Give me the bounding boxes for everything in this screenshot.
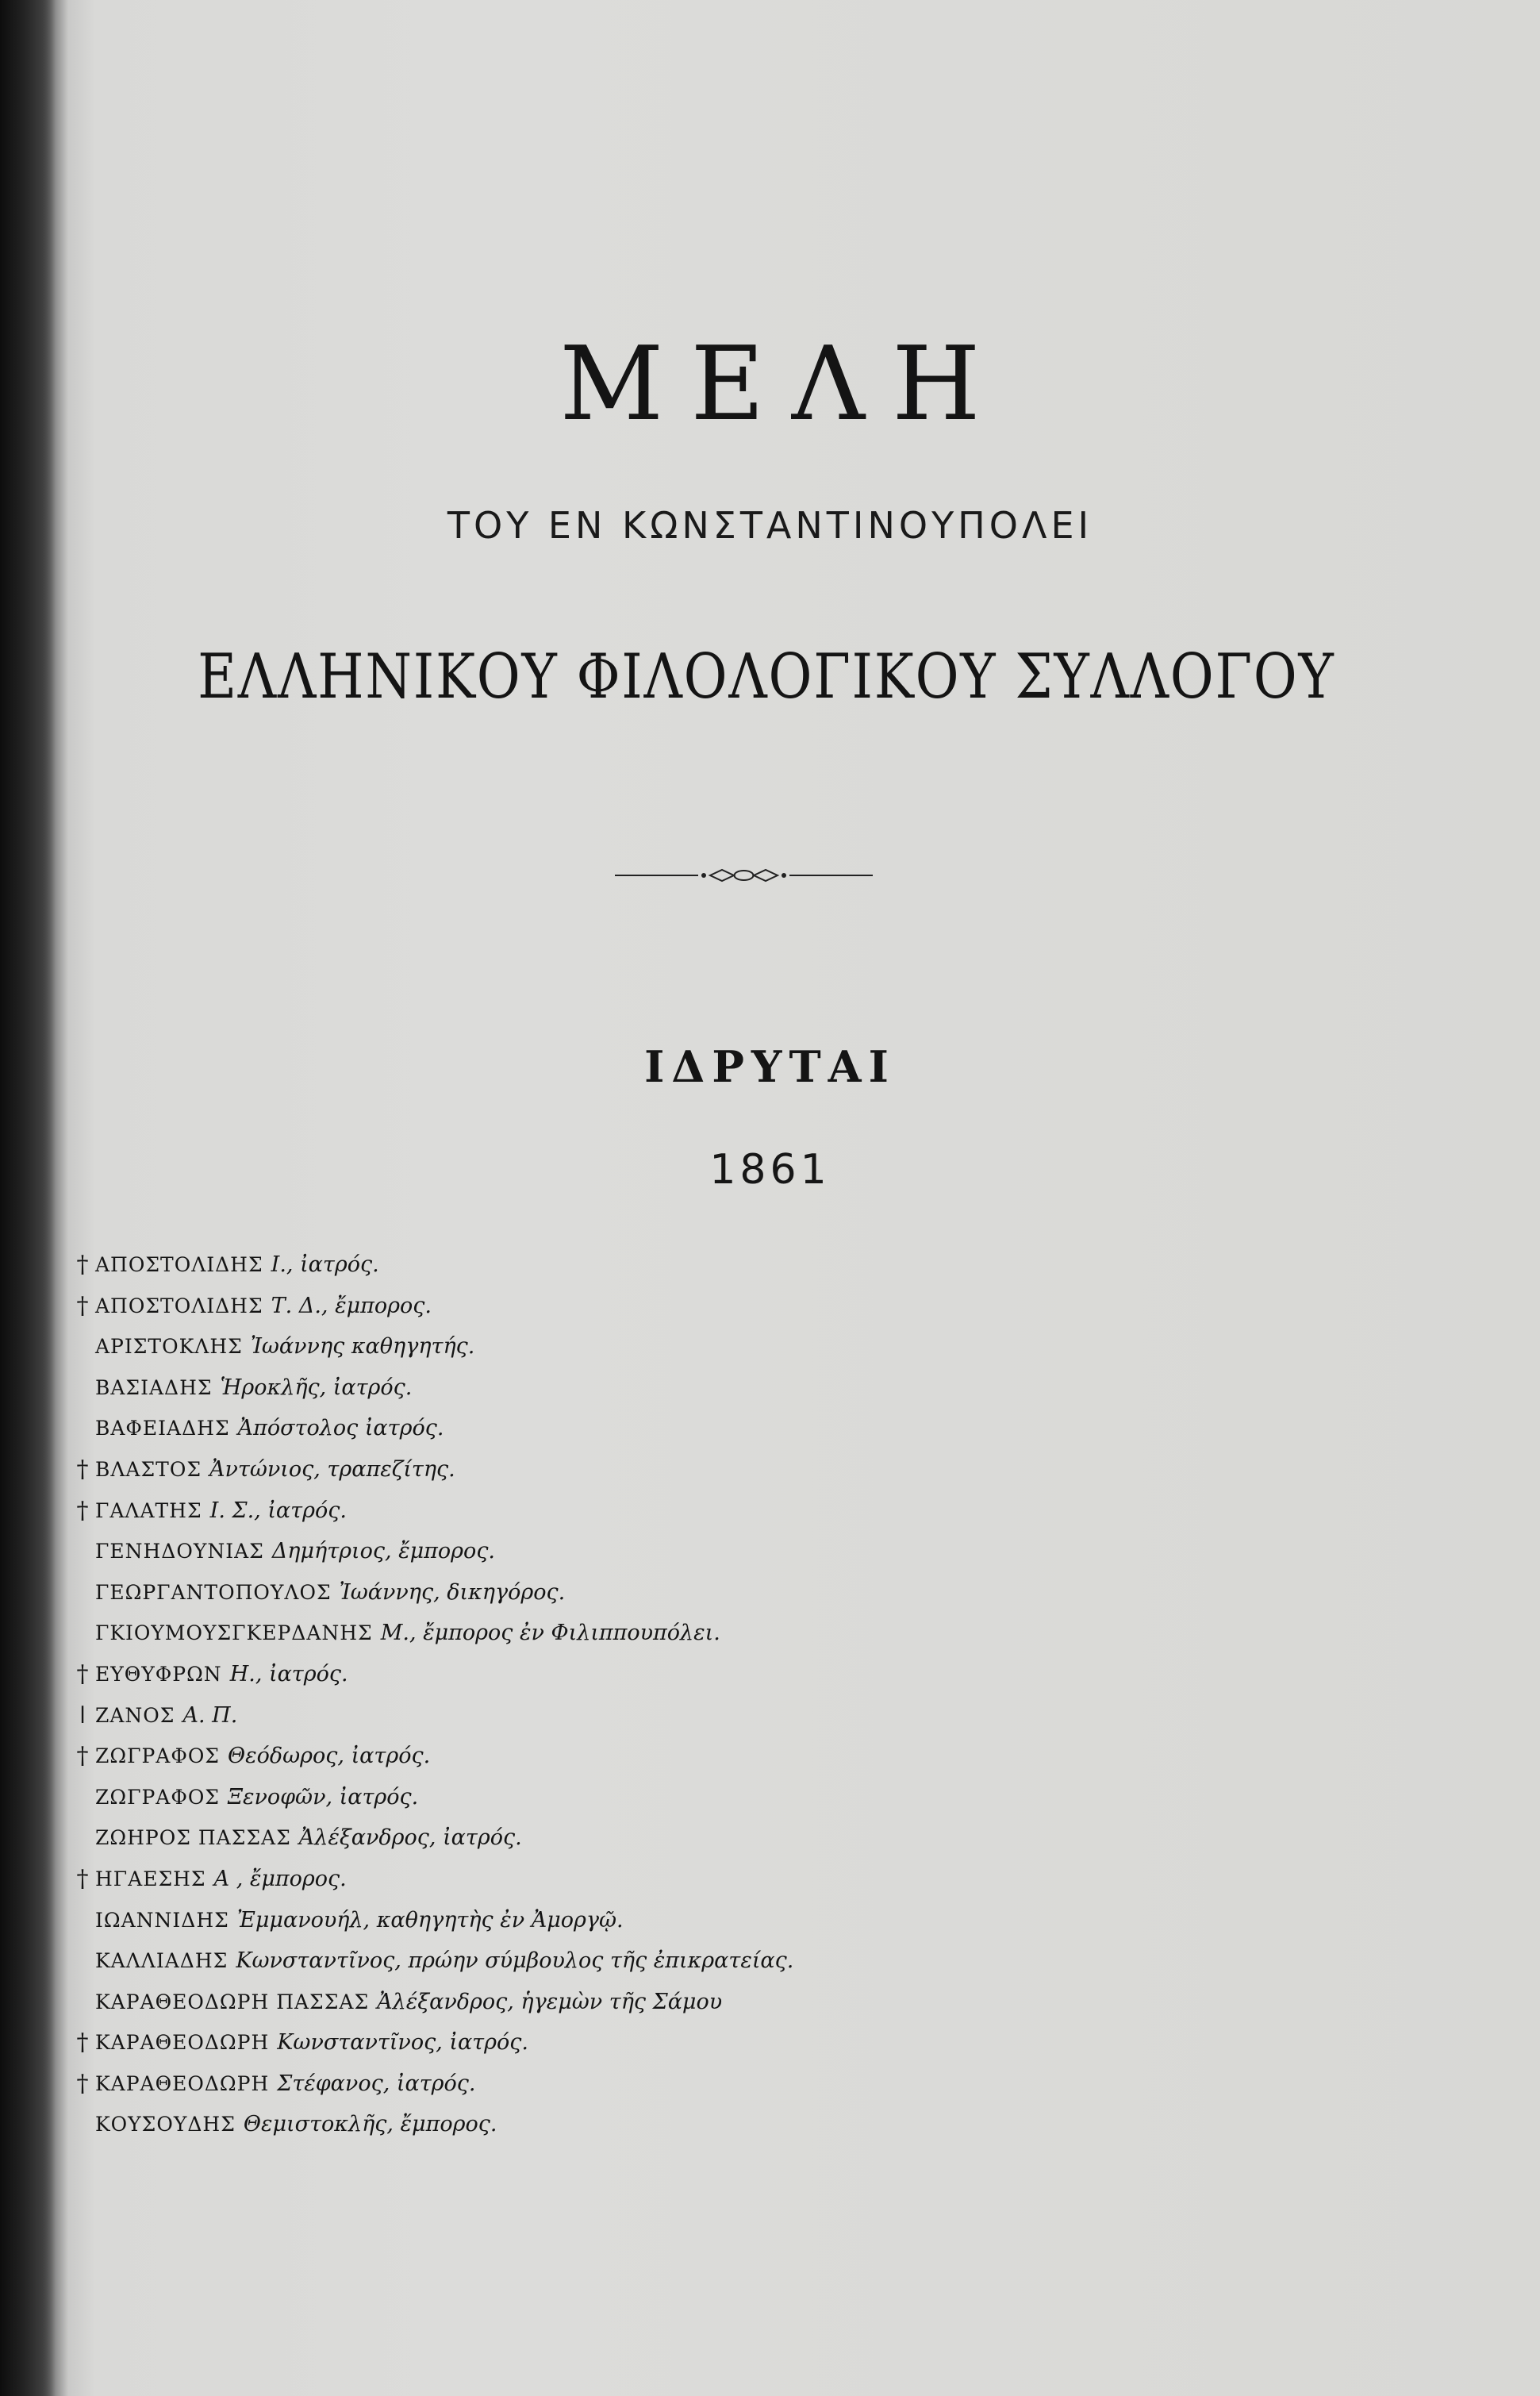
member-details: Δημήτριος, ἔμπορος. — [271, 1539, 496, 1564]
deceased-marker: † — [76, 2029, 89, 2057]
list-item — [71, 1572, 944, 1613]
list-item — [71, 1326, 944, 1367]
member-details: Ξενοφῶν, ἰατρός. — [228, 1784, 419, 1809]
subtitle-line-1: ΤΟΥ ΕΝ ΚΩΝΣΤΑΝΤΙΝΟΥΠΟΛΕΙ — [447, 504, 1093, 547]
subtitle-line-2: ΕΛΛΗΝΙΚΟΥ ΦΙΛΟΛΟΓΙΚΟΥ ΣΥΛΛΟΓΟΥ — [198, 641, 1335, 713]
deceased-marker: † — [76, 1251, 89, 1279]
list-item — [71, 1490, 944, 1532]
member-surname: ΓΕΝΗΔΟΥΝΙΑΣ — [95, 1540, 264, 1563]
list-item — [71, 1940, 944, 1982]
list-item — [71, 1695, 944, 1736]
member-details: Α. Π. — [182, 1702, 238, 1728]
member-details: Θεόδωρος, ἰατρός. — [228, 1744, 431, 1769]
list-item — [71, 1777, 944, 1818]
list-item — [71, 1654, 944, 1695]
member-details: Ι. Σ., ἰατρός. — [209, 1498, 347, 1523]
member-surname: ΑΡΙΣΤΟΚΛΗΣ — [95, 1335, 243, 1359]
member-surname: ΚΑΡΑΘΕΟΔΩΡΗ — [95, 2071, 270, 2095]
member-details: Θεμιστοκλῆς, ἔμπορος. — [243, 2112, 497, 2137]
list-item — [71, 1817, 944, 1859]
member-surname: ΗΓΑΕΣΗΣ — [95, 1867, 206, 1890]
members-list — [71, 1244, 944, 2145]
member-surname: ΖΩΓΡΑΦΟΣ — [95, 1785, 220, 1809]
member-surname: ΖΩΗΡΟΣ ΠΑΣΣΑΣ — [95, 1826, 291, 1850]
list-item — [71, 1244, 944, 1286]
member-details: Η., ἰατρός. — [229, 1661, 348, 1686]
section-heading: ΙΔΡΥΤΑΙ — [644, 1041, 896, 1092]
member-surname: ΚΑΡΑΘΕΟΔΩΡΗ ΠΑΣΣΑΣ — [95, 1990, 370, 2013]
member-details: Ἡροκλῆς, ἰατρός. — [220, 1375, 413, 1400]
member-surname: ΚΑΡΑΘΕΟΔΩΡΗ — [95, 2031, 270, 2055]
deceased-marker: † — [76, 1864, 89, 1893]
list-item — [71, 1613, 944, 1654]
member-details: Τ. Δ., ἔμπορος. — [271, 1293, 432, 1318]
member-details: Ἀλέξανδρος, ἡγεμὼν τῆς Σάμου — [377, 1989, 723, 2014]
member-details: Στέφανος, ἰατρός. — [277, 2071, 476, 2096]
member-surname: ΓΑΛΑΤΗΣ — [95, 1498, 202, 1522]
member-surname: ΚΟΥΣΟΥΔΗΣ — [95, 2113, 236, 2136]
member-details: Ἀντώνιος, τραπεζίτης. — [209, 1456, 455, 1482]
member-surname: ΓΚΙΟΥΜΟΥΣΓΚΕΡΔΑΝΗΣ — [95, 1621, 373, 1645]
member-surname: ΖΑΝΟΣ — [95, 1703, 175, 1727]
list-item — [71, 2022, 944, 2063]
list-item — [71, 1449, 944, 1490]
member-details: Ἰωάννης, δικηγόρος. — [339, 1579, 566, 1605]
member-surname: ΕΥΘΥΦΡΩΝ — [95, 1662, 222, 1686]
deceased-marker: † — [76, 2069, 89, 2098]
member-details: Ι., ἰατρός. — [271, 1252, 379, 1277]
member-details: Ἀπόστολος ἰατρός. — [237, 1416, 444, 1441]
list-item — [71, 2104, 944, 2145]
member-surname: ΓΕΩΡΓΑΝΤΟΠΟΥΛΟΣ — [95, 1580, 332, 1604]
member-surname: ΚΑΛΛΙΑΔΗΣ — [95, 1949, 229, 1973]
deceased-marker: † — [76, 1742, 89, 1771]
deceased-marker: † — [76, 1455, 89, 1483]
member-details: Ἀλέξανδρος, ἰατρός. — [298, 1825, 522, 1851]
list-item — [71, 1408, 944, 1449]
ornament-divider-icon — [615, 865, 873, 886]
list-item — [71, 2063, 944, 2105]
list-item — [71, 1859, 944, 1900]
deceased-marker: † — [76, 1291, 89, 1320]
deceased-marker: ǀ — [79, 1701, 86, 1729]
founding-year: 1861 — [709, 1146, 831, 1194]
member-details: Α , ἔμπορος. — [213, 1866, 347, 1891]
deceased-marker: † — [76, 1660, 89, 1688]
list-item — [71, 1367, 944, 1409]
member-details: Μ., ἔμπορος ἐν Φιλιππουπόλει. — [380, 1621, 720, 1646]
list-item — [71, 1286, 944, 1327]
deceased-marker: † — [76, 1496, 89, 1525]
member-surname: ΖΩΓΡΑΦΟΣ — [95, 1744, 220, 1768]
member-surname: ΒΑΦΕΙΑΔΗΣ — [95, 1417, 230, 1440]
list-item — [71, 1900, 944, 1941]
list-item — [71, 1531, 944, 1572]
member-details: Κωνσταντῖνος, πρώην σύμβουλος τῆς ἐπικρατείας. — [236, 1948, 794, 1974]
member-surname: ΑΠΟΣΤΟΛΙΔΗΣ — [95, 1253, 263, 1276]
member-details: Κωνσταντῖνος, ἰατρός. — [277, 2030, 528, 2056]
member-details: Ἰωάννης καθηγητής. — [250, 1334, 475, 1360]
member-surname: ΒΑΣΙΑΔΗΣ — [95, 1375, 213, 1399]
member-surname: ΑΠΟΣΤΟΛΙΔΗΣ — [95, 1294, 263, 1317]
member-surname: ΒΛΑΣΤΟΣ — [95, 1457, 202, 1481]
member-details: Ἐμμανουήλ, καθηγητὴς ἐν Ἀμοργῷ. — [236, 1907, 624, 1933]
page-title: ΜΕΛΗ — [559, 325, 1008, 444]
list-item — [71, 1736, 944, 1777]
member-surname: ΙΩΑΝΝΙΔΗΣ — [95, 1908, 229, 1932]
list-item — [71, 1982, 944, 2023]
